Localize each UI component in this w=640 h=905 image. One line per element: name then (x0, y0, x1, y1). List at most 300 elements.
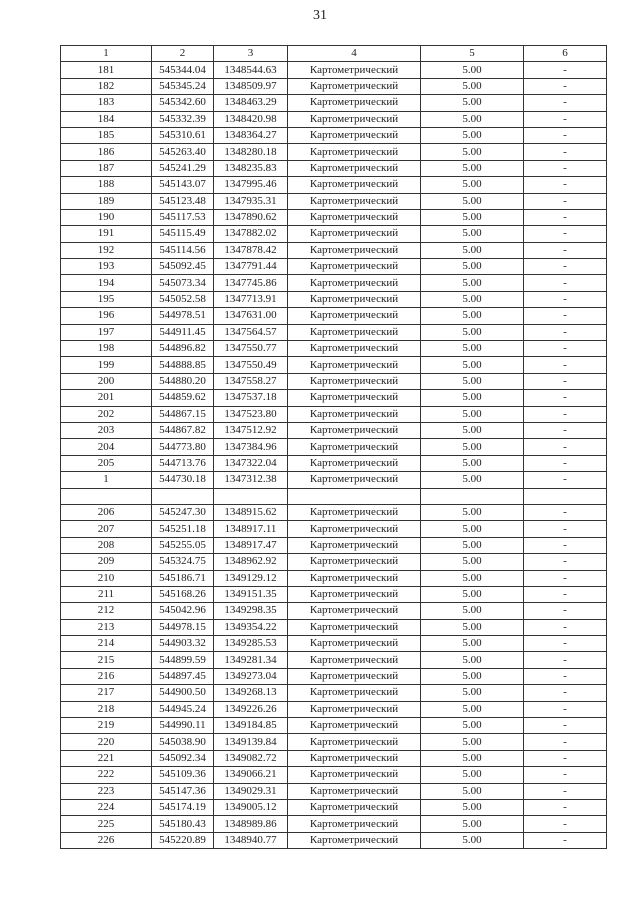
description-cell: - (524, 308, 607, 324)
method-cell: Картометрический (288, 668, 421, 684)
description-cell: - (524, 259, 607, 275)
method-cell: Картометрический (288, 783, 421, 799)
x-coordinate-cell: 545147.36 (152, 783, 214, 799)
method-cell: Картометрический (288, 422, 421, 438)
table-row (61, 291, 607, 307)
accuracy-cell: 5.00 (421, 127, 524, 143)
point-number-cell: 199 (61, 357, 152, 373)
accuracy-cell: 5.00 (421, 341, 524, 357)
description-cell: - (524, 603, 607, 619)
method-cell: Картометрический (288, 259, 421, 275)
point-number-cell: 186 (61, 144, 152, 160)
table-row (61, 685, 607, 701)
description-cell: - (524, 226, 607, 242)
y-coordinate-cell: 1348463.29 (214, 95, 288, 111)
point-number-cell: 225 (61, 816, 152, 832)
table-row (61, 603, 607, 619)
description-cell: - (524, 718, 607, 734)
accuracy-cell: 5.00 (421, 209, 524, 225)
description-cell: - (524, 504, 607, 520)
x-coordinate-cell: 545115.49 (152, 226, 214, 242)
point-number-cell: 219 (61, 718, 152, 734)
x-coordinate-cell (152, 488, 214, 504)
accuracy-cell: 5.00 (421, 554, 524, 570)
accuracy-cell: 5.00 (421, 242, 524, 258)
point-number-cell (61, 488, 152, 504)
table-row (61, 341, 607, 357)
point-number-cell: 198 (61, 341, 152, 357)
point-number-cell: 213 (61, 619, 152, 635)
point-number-cell: 226 (61, 832, 152, 848)
method-cell: Картометрический (288, 308, 421, 324)
method-cell (288, 488, 421, 504)
accuracy-cell: 5.00 (421, 422, 524, 438)
accuracy-cell: 5.00 (421, 144, 524, 160)
column-header-2: 2 (152, 46, 214, 62)
table-row (61, 62, 607, 78)
accuracy-cell: 5.00 (421, 816, 524, 832)
x-coordinate-cell: 545332.39 (152, 111, 214, 127)
description-cell: - (524, 767, 607, 783)
coordinates-table (60, 45, 607, 849)
method-cell: Картометрический (288, 718, 421, 734)
y-coordinate-cell: 1347384.96 (214, 439, 288, 455)
y-coordinate-cell: 1349354.22 (214, 619, 288, 635)
accuracy-cell: 5.00 (421, 455, 524, 471)
accuracy-cell: 5.00 (421, 718, 524, 734)
table-row (61, 390, 607, 406)
description-cell: - (524, 78, 607, 94)
method-cell: Картометрический (288, 324, 421, 340)
method-cell: Картометрический (288, 111, 421, 127)
method-cell: Картометрический (288, 78, 421, 94)
point-number-cell: 207 (61, 521, 152, 537)
table-row (61, 767, 607, 783)
description-cell: - (524, 636, 607, 652)
accuracy-cell (421, 488, 524, 504)
x-coordinate-cell: 545052.58 (152, 291, 214, 307)
y-coordinate-cell: 1347882.02 (214, 226, 288, 242)
table-row (61, 127, 607, 143)
x-coordinate-cell: 544730.18 (152, 472, 214, 488)
y-coordinate-cell: 1349285.53 (214, 636, 288, 652)
x-coordinate-cell: 545186.71 (152, 570, 214, 586)
y-coordinate-cell: 1348235.83 (214, 160, 288, 176)
method-cell: Картометрический (288, 439, 421, 455)
accuracy-cell: 5.00 (421, 832, 524, 848)
y-coordinate-cell: 1347791.44 (214, 259, 288, 275)
x-coordinate-cell: 545344.04 (152, 62, 214, 78)
description-cell: - (524, 734, 607, 750)
description-cell: - (524, 816, 607, 832)
description-cell: - (524, 799, 607, 815)
x-coordinate-cell: 545247.30 (152, 504, 214, 520)
point-number-cell: 212 (61, 603, 152, 619)
point-number-cell: 191 (61, 226, 152, 242)
column-header-3: 3 (214, 46, 288, 62)
method-cell: Картометрический (288, 455, 421, 471)
accuracy-cell: 5.00 (421, 472, 524, 488)
description-cell: - (524, 95, 607, 111)
table-row (61, 78, 607, 94)
method-cell: Картометрический (288, 160, 421, 176)
y-coordinate-cell: 1347523.80 (214, 406, 288, 422)
y-coordinate-cell: 1347550.77 (214, 341, 288, 357)
table-row (61, 537, 607, 553)
accuracy-cell: 5.00 (421, 521, 524, 537)
accuracy-cell: 5.00 (421, 390, 524, 406)
x-coordinate-cell: 545241.29 (152, 160, 214, 176)
point-number-cell: 205 (61, 455, 152, 471)
method-cell: Картометрический (288, 62, 421, 78)
method-cell: Картометрический (288, 341, 421, 357)
accuracy-cell: 5.00 (421, 701, 524, 717)
table-row (61, 373, 607, 389)
description-cell: - (524, 193, 607, 209)
y-coordinate-cell: 1347512.92 (214, 422, 288, 438)
x-coordinate-cell: 545310.61 (152, 127, 214, 143)
accuracy-cell: 5.00 (421, 373, 524, 389)
x-coordinate-cell: 544990.11 (152, 718, 214, 734)
table-row (61, 570, 607, 586)
x-coordinate-cell: 545342.60 (152, 95, 214, 111)
description-cell: - (524, 406, 607, 422)
point-number-cell: 183 (61, 95, 152, 111)
table-row (61, 144, 607, 160)
point-number-cell: 193 (61, 259, 152, 275)
y-coordinate-cell: 1349298.35 (214, 603, 288, 619)
column-header-5: 5 (421, 46, 524, 62)
x-coordinate-cell: 544903.32 (152, 636, 214, 652)
y-coordinate-cell: 1347745.86 (214, 275, 288, 291)
x-coordinate-cell: 545345.24 (152, 78, 214, 94)
y-coordinate-cell: 1348420.98 (214, 111, 288, 127)
x-coordinate-cell: 545117.53 (152, 209, 214, 225)
description-cell: - (524, 783, 607, 799)
point-number-cell: 185 (61, 127, 152, 143)
method-cell: Картометрический (288, 406, 421, 422)
x-coordinate-cell: 545174.19 (152, 799, 214, 815)
description-cell: - (524, 111, 607, 127)
x-coordinate-cell: 545324.75 (152, 554, 214, 570)
y-coordinate-cell: 1348917.47 (214, 537, 288, 553)
description-cell: - (524, 586, 607, 602)
accuracy-cell: 5.00 (421, 177, 524, 193)
x-coordinate-cell: 544888.85 (152, 357, 214, 373)
y-coordinate-cell: 1349029.31 (214, 783, 288, 799)
accuracy-cell: 5.00 (421, 750, 524, 766)
table-row (61, 177, 607, 193)
table-row (61, 209, 607, 225)
accuracy-cell: 5.00 (421, 193, 524, 209)
table-row (61, 422, 607, 438)
point-number-cell: 206 (61, 504, 152, 520)
table-row (61, 652, 607, 668)
table-row (61, 521, 607, 537)
point-number-cell: 223 (61, 783, 152, 799)
y-coordinate-cell: 1349151.35 (214, 586, 288, 602)
accuracy-cell: 5.00 (421, 603, 524, 619)
table-row (61, 275, 607, 291)
accuracy-cell: 5.00 (421, 308, 524, 324)
point-number-cell: 194 (61, 275, 152, 291)
method-cell: Картометрический (288, 734, 421, 750)
point-number-cell: 220 (61, 734, 152, 750)
x-coordinate-cell: 545042.96 (152, 603, 214, 619)
method-cell: Картометрический (288, 144, 421, 160)
page-number: 31 (313, 8, 327, 23)
method-cell: Картометрический (288, 95, 421, 111)
description-cell: - (524, 390, 607, 406)
accuracy-cell: 5.00 (421, 652, 524, 668)
point-number-cell: 190 (61, 209, 152, 225)
table-row (61, 554, 607, 570)
x-coordinate-cell: 545114.56 (152, 242, 214, 258)
method-cell: Картометрический (288, 570, 421, 586)
description-cell: - (524, 291, 607, 307)
point-number-cell: 187 (61, 160, 152, 176)
method-cell: Картометрический (288, 373, 421, 389)
method-cell: Картометрический (288, 619, 421, 635)
point-number-cell: 197 (61, 324, 152, 340)
method-cell: Картометрический (288, 193, 421, 209)
y-coordinate-cell: 1348509.97 (214, 78, 288, 94)
point-number-cell: 200 (61, 373, 152, 389)
x-coordinate-cell: 544859.62 (152, 390, 214, 406)
x-coordinate-cell: 545220.89 (152, 832, 214, 848)
x-coordinate-cell: 544773.80 (152, 439, 214, 455)
accuracy-cell: 5.00 (421, 406, 524, 422)
accuracy-cell: 5.00 (421, 636, 524, 652)
x-coordinate-cell: 545263.40 (152, 144, 214, 160)
point-number-cell: 210 (61, 570, 152, 586)
description-cell: - (524, 324, 607, 340)
table-body (61, 62, 607, 849)
method-cell: Картометрический (288, 537, 421, 553)
y-coordinate-cell: 1347537.18 (214, 390, 288, 406)
table-row (61, 193, 607, 209)
point-number-cell: 184 (61, 111, 152, 127)
column-header-4: 4 (288, 46, 421, 62)
x-coordinate-cell: 545143.07 (152, 177, 214, 193)
x-coordinate-cell: 545092.34 (152, 750, 214, 766)
y-coordinate-cell: 1347890.62 (214, 209, 288, 225)
description-cell: - (524, 832, 607, 848)
description-cell: - (524, 652, 607, 668)
method-cell: Картометрический (288, 177, 421, 193)
method-cell: Картометрический (288, 226, 421, 242)
point-number-cell: 203 (61, 422, 152, 438)
description-cell: - (524, 750, 607, 766)
y-coordinate-cell: 1348280.18 (214, 144, 288, 160)
y-coordinate-cell: 1348915.62 (214, 504, 288, 520)
y-coordinate-cell: 1349184.85 (214, 718, 288, 734)
table-row (61, 619, 607, 635)
x-coordinate-cell: 544899.59 (152, 652, 214, 668)
description-cell: - (524, 275, 607, 291)
point-number-cell: 216 (61, 668, 152, 684)
method-cell: Картометрический (288, 767, 421, 783)
method-cell: Картометрический (288, 127, 421, 143)
method-cell: Картометрический (288, 504, 421, 520)
accuracy-cell: 5.00 (421, 537, 524, 553)
method-cell: Картометрический (288, 554, 421, 570)
y-coordinate-cell: 1349226.26 (214, 701, 288, 717)
accuracy-cell: 5.00 (421, 767, 524, 783)
point-number-cell: 195 (61, 291, 152, 307)
accuracy-cell: 5.00 (421, 783, 524, 799)
y-coordinate-cell: 1347878.42 (214, 242, 288, 258)
point-number-cell: 202 (61, 406, 152, 422)
description-cell: - (524, 668, 607, 684)
accuracy-cell: 5.00 (421, 586, 524, 602)
description-cell: - (524, 422, 607, 438)
point-number-cell: 211 (61, 586, 152, 602)
table-row (61, 783, 607, 799)
accuracy-cell: 5.00 (421, 357, 524, 373)
y-coordinate-cell: 1347713.91 (214, 291, 288, 307)
x-coordinate-cell: 544867.82 (152, 422, 214, 438)
y-coordinate-cell: 1349005.12 (214, 799, 288, 815)
method-cell: Картометрический (288, 472, 421, 488)
x-coordinate-cell: 544880.20 (152, 373, 214, 389)
method-cell: Картометрический (288, 357, 421, 373)
point-number-cell: 201 (61, 390, 152, 406)
table-row (61, 701, 607, 717)
y-coordinate-cell: 1347550.49 (214, 357, 288, 373)
x-coordinate-cell: 544911.45 (152, 324, 214, 340)
description-cell: - (524, 127, 607, 143)
y-coordinate-cell: 1347558.27 (214, 373, 288, 389)
table-row (61, 832, 607, 848)
accuracy-cell: 5.00 (421, 734, 524, 750)
table-row (61, 111, 607, 127)
method-cell: Картометрический (288, 603, 421, 619)
table-row (61, 357, 607, 373)
y-coordinate-cell: 1349066.21 (214, 767, 288, 783)
method-cell: Картометрический (288, 750, 421, 766)
description-cell: - (524, 521, 607, 537)
method-cell: Картометрический (288, 209, 421, 225)
table-row (61, 636, 607, 652)
table-row (61, 488, 607, 504)
table-row (61, 242, 607, 258)
y-coordinate-cell: 1349281.34 (214, 652, 288, 668)
x-coordinate-cell: 545092.45 (152, 259, 214, 275)
x-coordinate-cell: 545168.26 (152, 586, 214, 602)
point-number-cell: 209 (61, 554, 152, 570)
accuracy-cell: 5.00 (421, 95, 524, 111)
description-cell: - (524, 619, 607, 635)
y-coordinate-cell: 1347995.46 (214, 177, 288, 193)
column-header-1: 1 (61, 46, 152, 62)
point-number-cell: 218 (61, 701, 152, 717)
y-coordinate-cell: 1349268.13 (214, 685, 288, 701)
method-cell: Картометрический (288, 291, 421, 307)
x-coordinate-cell: 545251.18 (152, 521, 214, 537)
accuracy-cell: 5.00 (421, 504, 524, 520)
accuracy-cell: 5.00 (421, 570, 524, 586)
point-number-cell: 204 (61, 439, 152, 455)
x-coordinate-cell: 544896.82 (152, 341, 214, 357)
description-cell: - (524, 62, 607, 78)
y-coordinate-cell: 1347631.00 (214, 308, 288, 324)
table-row (61, 259, 607, 275)
point-number-cell: 1 (61, 472, 152, 488)
point-number-cell: 189 (61, 193, 152, 209)
table-row (61, 750, 607, 766)
table-row (61, 439, 607, 455)
y-coordinate-cell: 1349129.12 (214, 570, 288, 586)
description-cell: - (524, 357, 607, 373)
x-coordinate-cell: 545073.34 (152, 275, 214, 291)
accuracy-cell: 5.00 (421, 259, 524, 275)
accuracy-cell: 5.00 (421, 668, 524, 684)
y-coordinate-cell: 1348989.86 (214, 816, 288, 832)
accuracy-cell: 5.00 (421, 685, 524, 701)
point-number-cell: 222 (61, 767, 152, 783)
accuracy-cell: 5.00 (421, 275, 524, 291)
point-number-cell: 188 (61, 177, 152, 193)
x-coordinate-cell: 545038.90 (152, 734, 214, 750)
x-coordinate-cell: 544897.45 (152, 668, 214, 684)
table-row (61, 95, 607, 111)
method-cell: Картометрический (288, 799, 421, 815)
point-number-cell: 215 (61, 652, 152, 668)
point-number-cell: 182 (61, 78, 152, 94)
description-cell: - (524, 701, 607, 717)
y-coordinate-cell: 1349273.04 (214, 668, 288, 684)
point-number-cell: 214 (61, 636, 152, 652)
point-number-cell: 192 (61, 242, 152, 258)
table-row (61, 308, 607, 324)
table-row (61, 472, 607, 488)
table-row (61, 718, 607, 734)
x-coordinate-cell: 545255.05 (152, 537, 214, 553)
method-cell: Картометрический (288, 701, 421, 717)
description-cell: - (524, 373, 607, 389)
method-cell: Картометрический (288, 685, 421, 701)
accuracy-cell: 5.00 (421, 291, 524, 307)
description-cell: - (524, 685, 607, 701)
y-coordinate-cell: 1348917.11 (214, 521, 288, 537)
description-cell: - (524, 570, 607, 586)
y-coordinate-cell: 1347322.04 (214, 455, 288, 471)
accuracy-cell: 5.00 (421, 619, 524, 635)
description-cell: - (524, 144, 607, 160)
x-coordinate-cell: 545109.36 (152, 767, 214, 783)
table-row (61, 799, 607, 815)
accuracy-cell: 5.00 (421, 226, 524, 242)
description-cell: - (524, 455, 607, 471)
description-cell: - (524, 439, 607, 455)
method-cell: Картометрический (288, 832, 421, 848)
y-coordinate-cell (214, 488, 288, 504)
point-number-cell: 224 (61, 799, 152, 815)
method-cell: Картометрический (288, 275, 421, 291)
method-cell: Картометрический (288, 816, 421, 832)
point-number-cell: 217 (61, 685, 152, 701)
y-coordinate-cell: 1348962.92 (214, 554, 288, 570)
column-header-6: 6 (524, 46, 607, 62)
description-cell: - (524, 537, 607, 553)
table-header-row (61, 46, 607, 62)
table-row (61, 324, 607, 340)
table-row (61, 226, 607, 242)
method-cell: Картометрический (288, 390, 421, 406)
x-coordinate-cell: 545123.48 (152, 193, 214, 209)
x-coordinate-cell: 544713.76 (152, 455, 214, 471)
